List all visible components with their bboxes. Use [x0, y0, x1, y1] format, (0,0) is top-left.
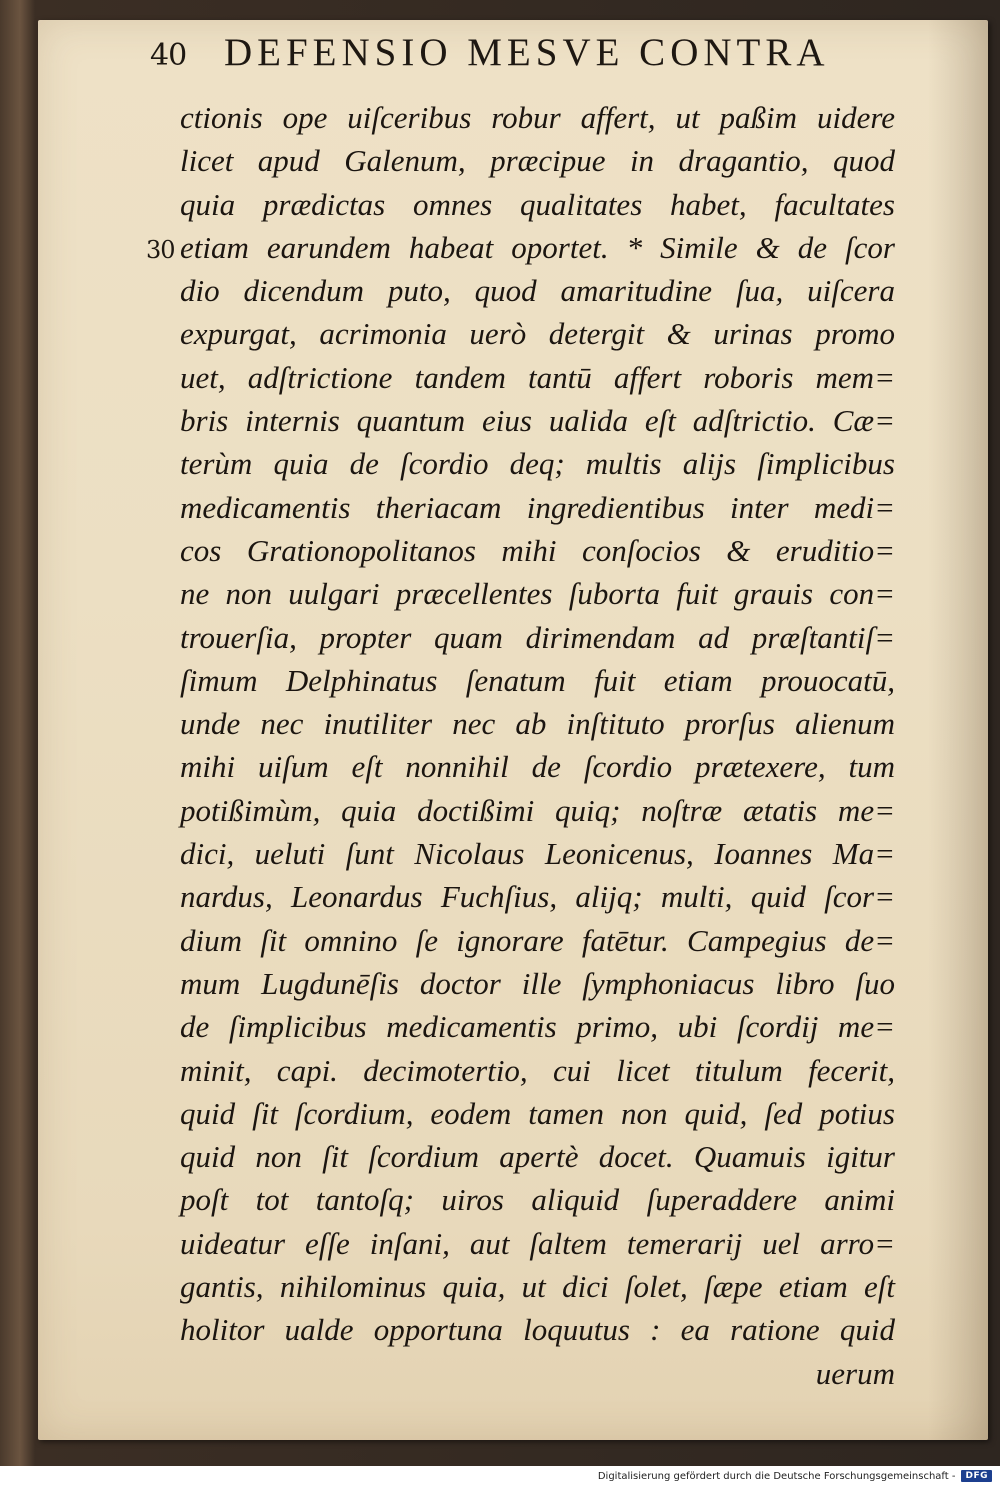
dfg-logo: DFG [961, 1470, 992, 1482]
running-head [150, 30, 910, 90]
text-line: quia prædictas omnes qualitates habet, facultates [180, 186, 895, 222]
text-line: mihi uiſum eſt nonnihil de ſcordio prætexere, tum [180, 749, 895, 785]
text-line: ſimum Delphinatus ſenatum fuit etiam prouocatū, [180, 662, 895, 698]
text-line: minit, capi. decimotertio, cui licet titulum fecerit, [180, 1052, 895, 1088]
body-text [180, 96, 895, 1395]
text-line: medicamentis theriacam ingredientibus inter medi= [180, 489, 895, 525]
funding-credit: Digitalisierung gefördert durch die Deutsche Forschungsgemeinschaft - [597, 1470, 956, 1482]
text-line: uet, adſtrictione tandem tantū affert roboris mem= [180, 359, 895, 395]
footer-bar [0, 1466, 1000, 1486]
text-line: trouerſia, propter quam dirimendam ad præſtantiſ= [180, 619, 895, 655]
text-line: ne non uulgari præcellentes ſuborta fuit grauis con= [180, 576, 895, 612]
text-line: quid ſit ſcordium, eodem tamen non quid, ſed potius [180, 1095, 895, 1131]
margin-line-number: 30 [146, 236, 175, 264]
text-line: licet apud Galenum, præcipue in dragantio, quod [180, 143, 895, 179]
text-line: holitor ualde opportuna loquutus : ea ratione quid [180, 1312, 895, 1348]
text-line: dium ſit omnino ſe ignorare fatētur. Campegius de= [180, 922, 895, 958]
running-title: DEFENSIO MESVE CONTRA [224, 31, 830, 74]
text-line: uerum [815, 1355, 895, 1391]
text-line: nardus, Leonardus Fuchſius, alijq; multi, quid ſcor= [180, 879, 895, 915]
text-line: terùm quia de ſcordio deq; multis alijs ſimplicibus [180, 446, 895, 482]
text-line: uideatur eſſe inſani, aut ſaltem temerarij uel arro= [180, 1225, 895, 1261]
text-line: etiam earundem habeat oportet. * Simile & de ſcor [180, 229, 895, 265]
text-line: bris internis quantum eius ualida eſt adſtrictio. Cæ= [180, 403, 895, 439]
text-line: cos Grationopolitanos mihi conſocios & eruditio= [180, 532, 895, 568]
text-line: de ſimplicibus medicamentis primo, ubi ſcordij me= [180, 1009, 895, 1045]
text-line: ctionis ope uiſceribus robur affert, ut paßim uidere [180, 100, 895, 135]
text-line: expurgat, acrimonia uerò detergit & urinas promo [180, 316, 895, 352]
text-line: poſt tot tantoſq; uiros aliquid ſuperaddere animi [180, 1182, 895, 1218]
text-line: dio dicendum puto, quod amaritudine ſua, uiſcera [180, 273, 895, 309]
text-line: mum Lugdunēſis doctor ille ſymphoniacus libro ſuo [180, 965, 895, 1001]
text-line: dici, ueluti ſunt Nicolaus Leonicenus, Ioannes Ma= [180, 836, 895, 872]
text-line: unde nec inutiliter nec ab inſtituto prorſus alienum [180, 706, 895, 742]
page-number: 40 [150, 38, 187, 73]
text-line: gantis, nihilominus quia, ut dici ſolet, ſæpe etiam eſt [180, 1269, 895, 1305]
text-line: quid non ſit ſcordium apertè docet. Quamuis igitur [180, 1139, 895, 1175]
text-line: potißimùm, quia doctißimi quiq; noſtræ ætatis me= [180, 792, 895, 828]
